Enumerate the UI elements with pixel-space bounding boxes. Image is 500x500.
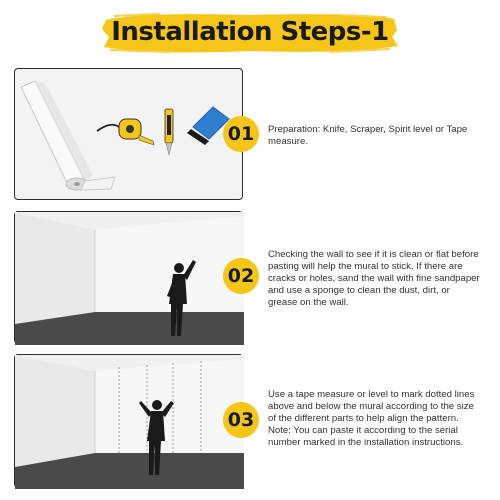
room-illustration-mark-lines — [15, 355, 244, 489]
page-title: Installation Steps-1 — [111, 17, 389, 47]
mark-lines-panel — [14, 354, 243, 488]
step-text-03-note: Note: You can paste it according to the serial number marked in the installation instructions. — [268, 425, 464, 448]
room-illustration-check-wall — [15, 212, 244, 345]
utility-knife-icon — [165, 109, 173, 155]
step-badge-02: 02 — [223, 258, 259, 294]
step-badge-03: 03 — [223, 402, 259, 438]
step-text-02: Checking the wall to see if it is clean or flat before pasting will help the mural to stick. If there are cracks or holes, sand the wall with fine sandpaper and use a sponge to clean the dust, dirt, or grease on the wall. — [268, 249, 480, 308]
tools-illustration — [15, 69, 244, 201]
step-text-03-main: Use a tape measure or level to mark dotted lines above and below the mural according to the size of the different parts to help align the pattern. — [268, 389, 475, 424]
scraper-icon — [187, 107, 229, 145]
check-wall-panel — [14, 211, 243, 344]
tape-measure-icon — [97, 119, 154, 145]
step-text-03 — [268, 389, 480, 449]
tools-panel — [14, 68, 243, 200]
step-badge-01: 01 — [223, 116, 259, 152]
step-text-01: Preparation: Knife, Scraper, Spirit level or Tape measure. — [268, 124, 468, 147]
wallpaper-roll-icon — [21, 81, 115, 190]
title-banner — [100, 10, 400, 56]
